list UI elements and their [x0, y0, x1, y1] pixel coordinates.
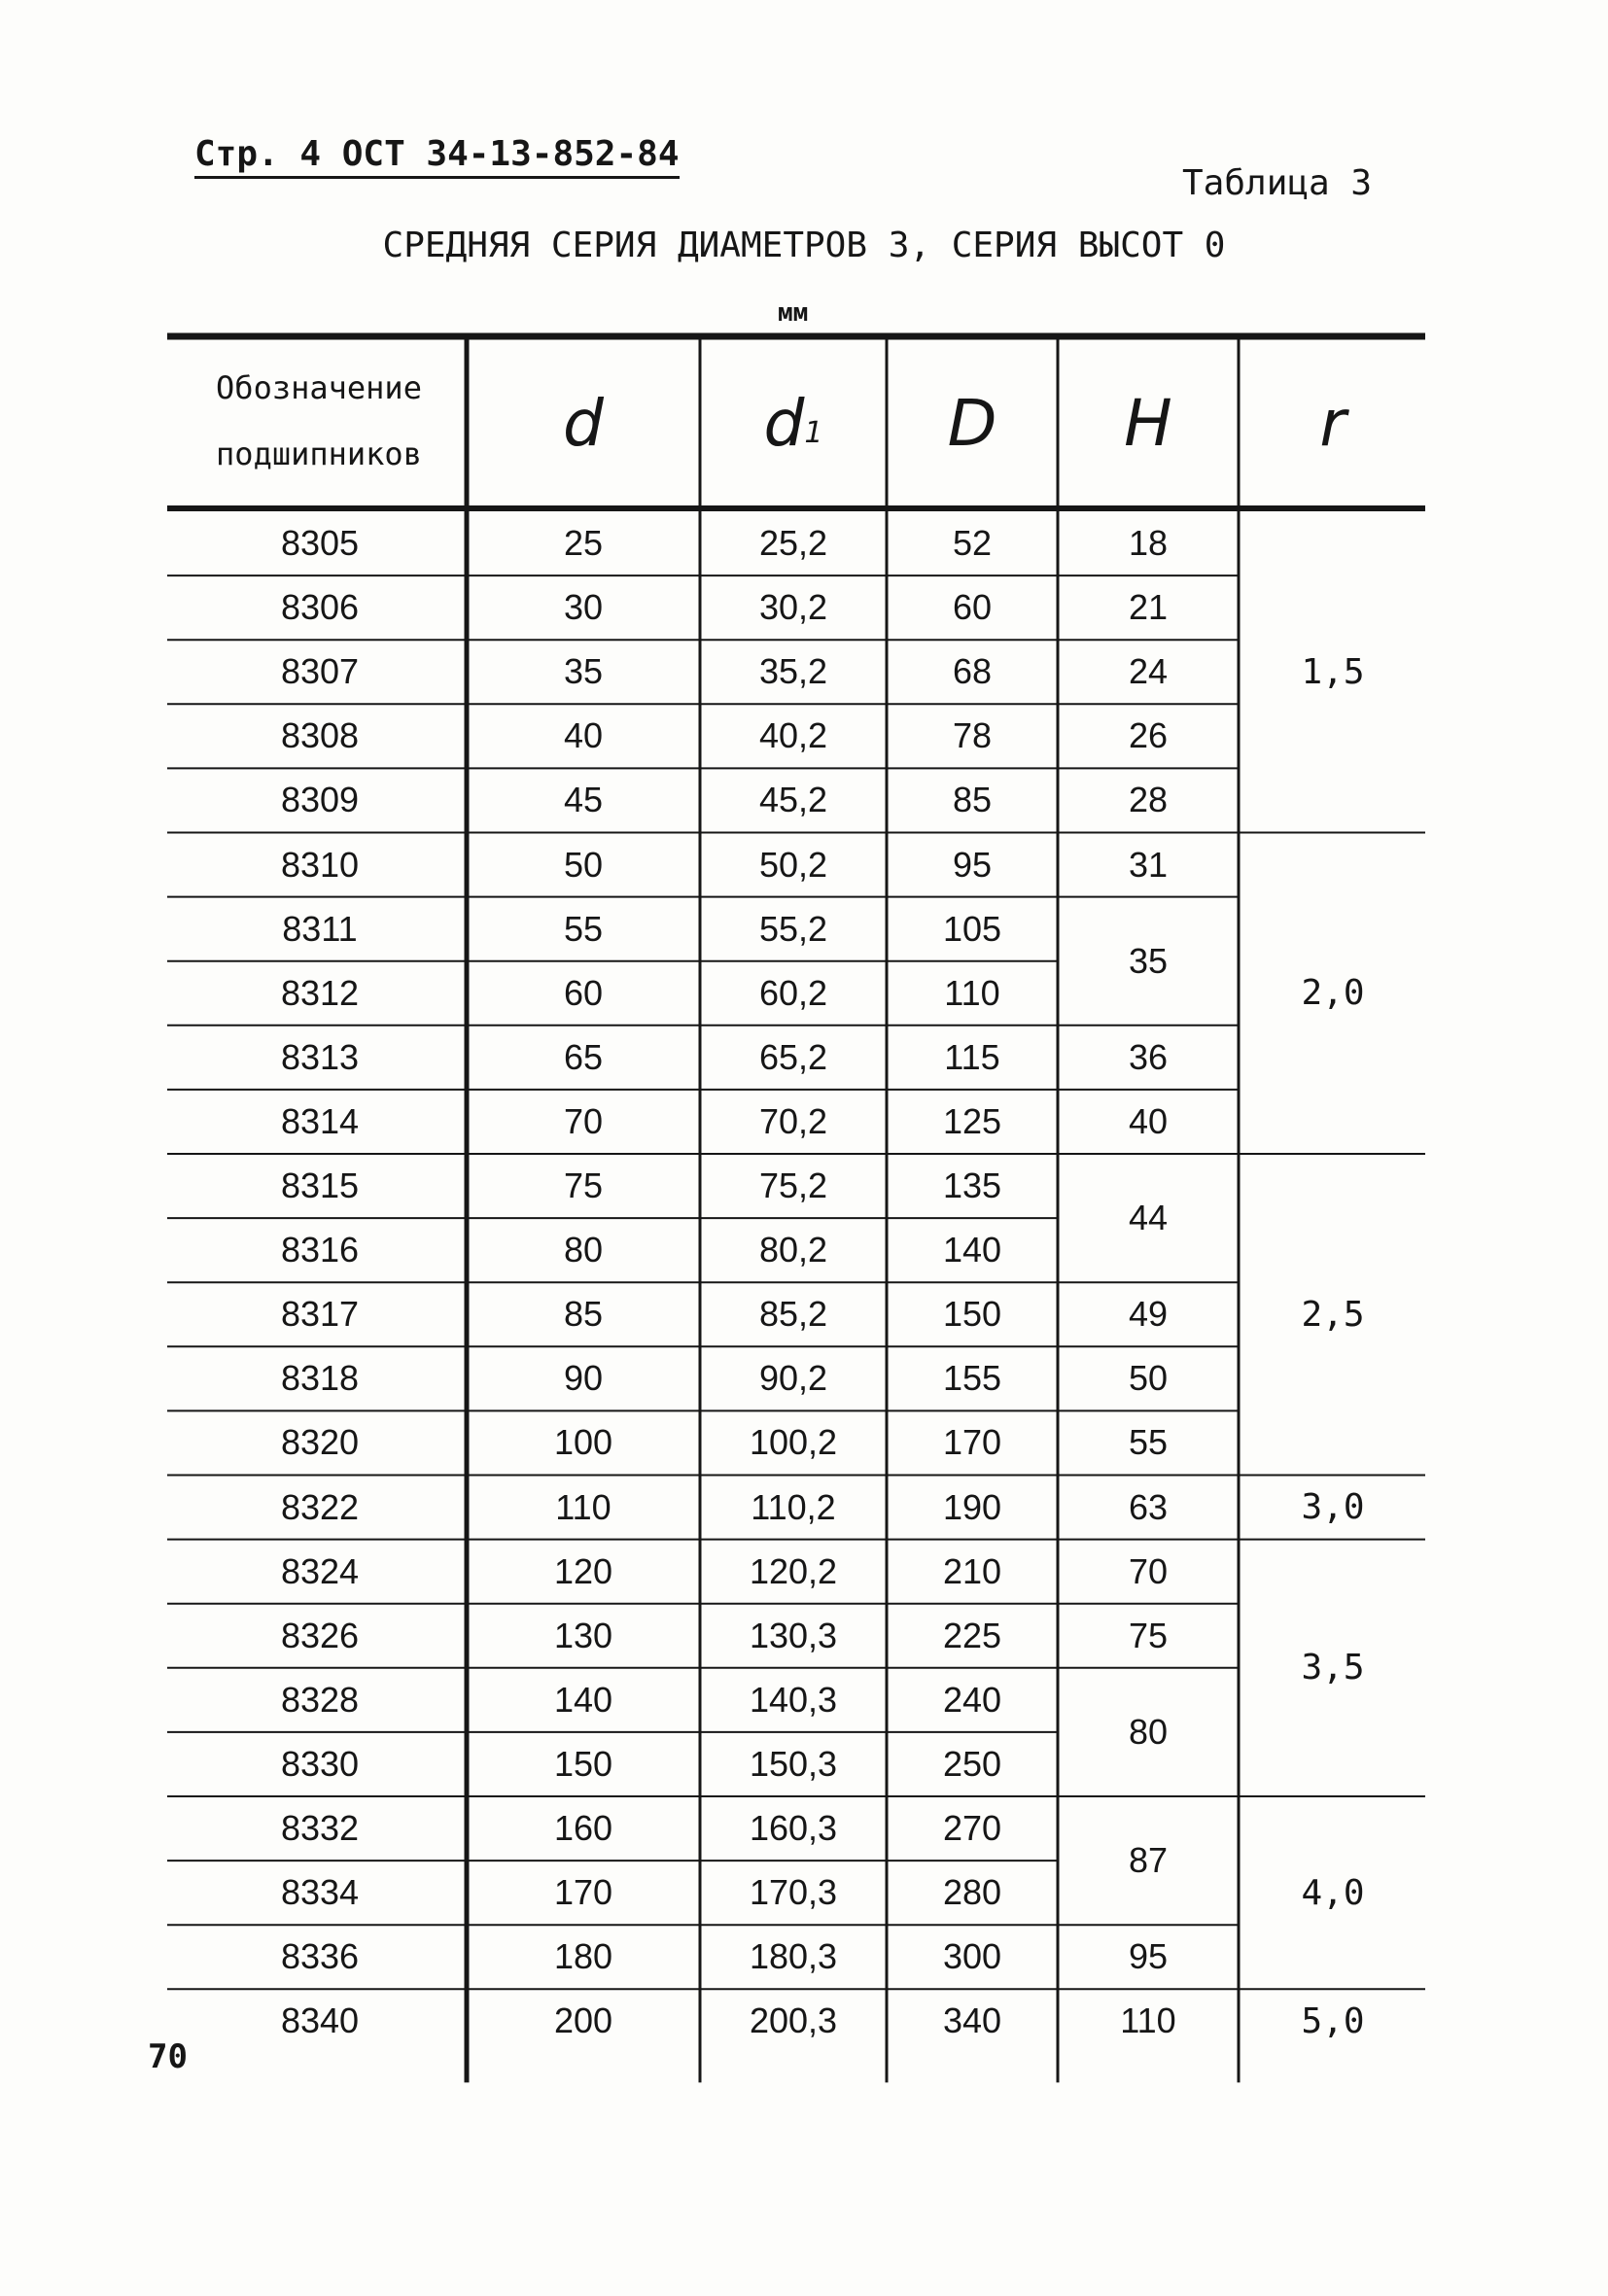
- cell-d1: 45,2: [758, 780, 828, 820]
- cell-designation: 8328: [280, 1679, 360, 1720]
- cell-d1: 40,2: [758, 715, 828, 756]
- cell-H: 44: [1128, 1198, 1169, 1238]
- cell-d: 200: [553, 2000, 613, 2041]
- cell-D: 135: [942, 1165, 1002, 1206]
- cell-designation: 8316: [280, 1230, 360, 1270]
- cell-designation: 8324: [280, 1550, 360, 1591]
- cell-d: 30: [563, 587, 604, 628]
- cell-H: 80: [1128, 1711, 1169, 1752]
- cell-d1: 200,3: [749, 2000, 838, 2041]
- cell-D: 225: [942, 1615, 1002, 1655]
- cell-d: 50: [563, 844, 604, 885]
- cell-D: 95: [952, 844, 993, 885]
- cell-D: 270: [942, 1808, 1002, 1849]
- cell-d: 40: [563, 715, 604, 756]
- cell-designation: 8307: [280, 651, 360, 692]
- cell-d1: 55,2: [758, 908, 828, 949]
- header-designation: Обозначение подшипников: [216, 369, 422, 472]
- cell-d1: 150,3: [749, 1743, 838, 1784]
- cell-D: 115: [944, 1036, 1000, 1077]
- cell-d: 140: [553, 1679, 613, 1720]
- cell-designation: 8326: [280, 1615, 360, 1655]
- cell-H: 63: [1128, 1486, 1169, 1527]
- cell-d1: 100,2: [749, 1422, 838, 1463]
- cell-d: 60: [563, 972, 604, 1013]
- cell-H: 36: [1128, 1036, 1169, 1077]
- cell-D: 52: [952, 523, 993, 564]
- cell-designation: 8310: [280, 844, 360, 885]
- cell-designation: 8311: [282, 908, 358, 949]
- cell-r: 5,0: [1301, 2000, 1365, 2041]
- cell-d1: 75,2: [758, 1165, 828, 1206]
- cell-designation: 8318: [280, 1358, 360, 1399]
- cell-designation: 8332: [280, 1808, 360, 1849]
- cell-d: 90: [563, 1358, 604, 1399]
- cell-H: 75: [1128, 1615, 1169, 1655]
- cell-d: 65: [563, 1036, 604, 1077]
- cell-designation: 8313: [280, 1036, 360, 1077]
- header-D: D: [947, 385, 997, 461]
- unit-label: мм: [778, 298, 809, 328]
- cell-r: 4,0: [1301, 1872, 1365, 1913]
- cell-d1: 35,2: [758, 651, 828, 692]
- cell-d: 110: [555, 1486, 612, 1527]
- header-H: H: [1124, 385, 1172, 461]
- cell-d: 180: [553, 1936, 613, 1977]
- cell-designation: 8306: [280, 587, 360, 628]
- cell-d: 55: [563, 908, 604, 949]
- cell-D: 280: [942, 1872, 1002, 1913]
- cell-d: 100: [553, 1422, 613, 1463]
- header-d: d: [563, 385, 604, 461]
- cell-D: 190: [942, 1486, 1002, 1527]
- cell-H: 49: [1128, 1294, 1169, 1335]
- cell-d1: 170,3: [749, 1872, 838, 1913]
- cell-d1: 30,2: [758, 587, 828, 628]
- header-r: r: [1319, 385, 1346, 461]
- cell-d: 160: [553, 1808, 613, 1849]
- cell-designation: 8317: [280, 1294, 360, 1335]
- cell-r: 3,0: [1301, 1487, 1365, 1528]
- cell-d1: 25,2: [758, 523, 828, 564]
- cell-d1: 60,2: [758, 972, 828, 1013]
- cell-d1: 120,2: [749, 1550, 838, 1591]
- cell-d: 80: [563, 1230, 604, 1270]
- cell-designation: 8334: [280, 1872, 360, 1913]
- cell-d1: 130,3: [749, 1615, 838, 1655]
- cell-H: 87: [1128, 1840, 1169, 1881]
- cell-H: 24: [1128, 651, 1169, 692]
- cell-H: 31: [1128, 844, 1169, 885]
- cell-D: 340: [942, 2000, 1002, 2041]
- cell-designation: 8312: [280, 972, 360, 1013]
- cell-designation: 8315: [280, 1165, 360, 1206]
- cell-designation: 8340: [280, 2000, 360, 2041]
- cell-d: 75: [563, 1165, 604, 1206]
- cell-D: 140: [942, 1230, 1002, 1270]
- cell-D: 78: [952, 715, 993, 756]
- cell-designation: 8309: [280, 780, 360, 820]
- cell-r: 2,5: [1301, 1294, 1365, 1335]
- cell-d1: 70,2: [758, 1100, 828, 1141]
- cell-d: 25: [563, 523, 604, 564]
- cell-d: 130: [553, 1615, 613, 1655]
- cell-d: 120: [553, 1550, 613, 1591]
- cell-designation: 8308: [280, 715, 360, 756]
- cell-H: 21: [1128, 587, 1169, 628]
- page-number: 70: [148, 2037, 188, 2076]
- cell-d1: 160,3: [749, 1808, 838, 1849]
- cell-d1: 65,2: [758, 1036, 828, 1077]
- cell-designation: 8330: [280, 1743, 360, 1784]
- document-reference: Стр. 4 ОСТ 34-13-852-84: [194, 134, 680, 179]
- table-title: СРЕДНЯЯ СЕРИЯ ДИАМЕТРОВ 3, СЕРИЯ ВЫСОТ 0: [382, 226, 1226, 265]
- cell-H: 40: [1128, 1100, 1169, 1141]
- cell-designation: 8314: [280, 1100, 360, 1141]
- cell-d1: 80,2: [758, 1230, 828, 1270]
- cell-H: 35: [1128, 940, 1169, 981]
- cell-r: 3,5: [1301, 1648, 1365, 1688]
- cell-D: 125: [942, 1100, 1002, 1141]
- cell-d1: 140,3: [749, 1679, 838, 1720]
- cell-r: 1,5: [1301, 651, 1365, 692]
- cell-d: 70: [563, 1100, 604, 1141]
- cell-H: 18: [1128, 523, 1169, 564]
- cell-D: 60: [952, 587, 993, 628]
- cell-d1: 90,2: [758, 1358, 828, 1399]
- cell-d1: 50,2: [758, 844, 828, 885]
- cell-D: 300: [942, 1936, 1002, 1977]
- cell-d: 150: [553, 1743, 613, 1784]
- cell-d1: 110,2: [751, 1486, 836, 1527]
- cell-H: 50: [1128, 1358, 1169, 1399]
- cell-d: 45: [563, 780, 604, 820]
- cell-d1: 85,2: [758, 1294, 828, 1335]
- cell-r: 2,0: [1301, 973, 1365, 1014]
- cell-D: 85: [952, 780, 993, 820]
- cell-H: 110: [1120, 2000, 1176, 2041]
- cell-D: 110: [944, 972, 1000, 1013]
- cell-H: 55: [1128, 1422, 1169, 1463]
- cell-designation: 8336: [280, 1936, 360, 1977]
- cell-H: 28: [1128, 780, 1169, 820]
- cell-D: 210: [942, 1550, 1002, 1591]
- cell-d: 170: [553, 1872, 613, 1913]
- cell-D: 150: [942, 1294, 1002, 1335]
- cell-designation: 8305: [280, 523, 360, 564]
- table-label: Таблица 3: [1182, 163, 1373, 203]
- cell-H: 26: [1128, 715, 1169, 756]
- cell-designation: 8320: [280, 1422, 360, 1463]
- cell-d: 35: [563, 651, 604, 692]
- cell-D: 250: [942, 1743, 1002, 1784]
- header-d1: d $_1$: [763, 385, 823, 461]
- cell-D: 170: [942, 1422, 1002, 1463]
- cell-D: 155: [942, 1358, 1002, 1399]
- cell-designation: 8322: [280, 1486, 360, 1527]
- cell-D: 240: [942, 1679, 1002, 1720]
- cell-d: 85: [563, 1294, 604, 1335]
- cell-D: 68: [952, 651, 993, 692]
- cell-d1: 180,3: [749, 1936, 838, 1977]
- cell-H: 95: [1128, 1936, 1169, 1977]
- cell-H: 70: [1128, 1550, 1169, 1591]
- cell-D: 105: [942, 908, 1002, 949]
